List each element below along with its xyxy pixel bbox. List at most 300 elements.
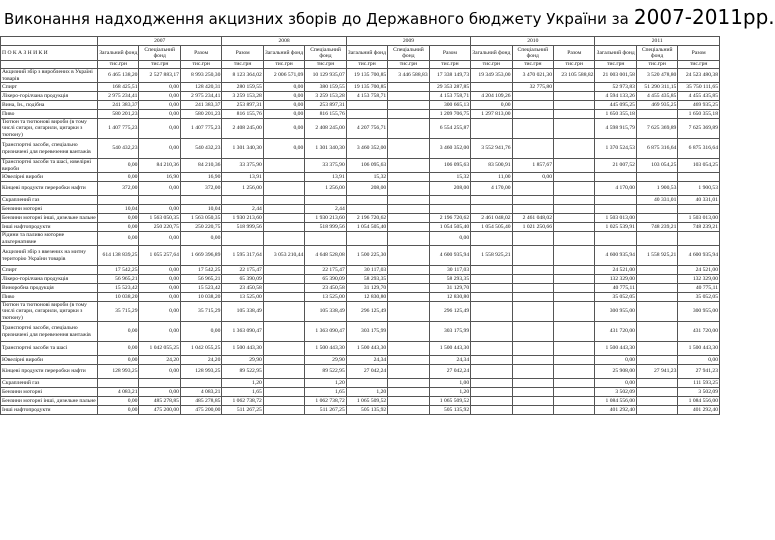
value-cell: [512, 182, 553, 196]
value-cell: [512, 365, 553, 379]
value-cell: 0,00: [512, 173, 553, 182]
value-cell: 816 155,76: [222, 110, 263, 119]
value-cell: 303 175,99: [346, 322, 387, 342]
excise-table: [0, 36, 720, 415]
value-cell: [388, 246, 429, 266]
value-cell: 580 201,23: [98, 110, 139, 119]
value-cell: [512, 266, 553, 275]
special-fund-header: Спеціальний фонд: [388, 46, 429, 61]
value-cell: [512, 101, 553, 110]
value-cell: 7 625 369,89: [636, 119, 677, 139]
total-header: Разом: [429, 46, 470, 61]
corner-cell: [1, 37, 98, 46]
value-cell: [346, 205, 387, 214]
value-cell: 1 042 055,25: [180, 342, 221, 356]
value-cell: [388, 110, 429, 119]
value-cell: 27 042,24: [346, 365, 387, 379]
value-cell: 29,90: [222, 356, 263, 365]
value-cell: [98, 196, 139, 205]
value-cell: 372,00: [180, 182, 221, 196]
value-cell: [636, 293, 677, 302]
table-row: [1, 196, 720, 205]
value-cell: [554, 246, 595, 266]
value-cell: [388, 266, 429, 275]
value-cell: 485 278,85: [180, 397, 221, 406]
unit-cell: тис.грн: [180, 61, 221, 69]
value-cell: 0,00: [139, 83, 180, 92]
value-cell: 3 053 210,44: [263, 246, 304, 266]
table-row: [1, 397, 720, 406]
value-cell: 4 600 935,94: [678, 246, 720, 266]
value-cell: 16,90: [180, 173, 221, 182]
value-cell: 0,00: [139, 293, 180, 302]
value-cell: 4 594 133,26: [595, 92, 636, 101]
value-cell: [388, 397, 429, 406]
value-cell: [554, 205, 595, 214]
value-cell: 10 038,20: [180, 293, 221, 302]
value-cell: 300 955,00: [678, 302, 720, 322]
value-cell: 35 715,29: [98, 302, 139, 322]
value-cell: 0,00: [98, 232, 139, 246]
value-cell: [554, 119, 595, 139]
value-cell: 58 293,35: [429, 275, 470, 284]
value-cell: 17 542,25: [180, 266, 221, 275]
row-label: Ювелірні вироби: [1, 356, 98, 365]
value-cell: [512, 110, 553, 119]
value-cell: 1 669 396,89: [180, 246, 221, 266]
value-cell: 103 054,25: [678, 159, 720, 173]
value-cell: 1 363 090,47: [305, 322, 346, 342]
value-cell: [263, 379, 304, 388]
value-cell: 0,00: [263, 92, 304, 101]
table-row: [1, 119, 720, 139]
row-label: Тютюн та тютюнові вироби (в тому числі сигари, сигарили, цигарки з тютюну): [1, 302, 98, 322]
row-label: Транспортні засоби, спеціально призначені для перевезення вантажів: [1, 322, 98, 342]
value-cell: [180, 379, 221, 388]
row-label: Кінцеві продукти переробки нафти: [1, 182, 98, 196]
value-cell: [636, 388, 677, 397]
unit-cell: тис.грн: [305, 61, 346, 69]
total-header: Разом: [678, 46, 720, 61]
value-cell: 10 129 935,07: [305, 69, 346, 83]
title-main: Виконання надходження акцизних зборів до Державного бюджету України за: [4, 10, 629, 28]
value-cell: 1 256,00: [305, 182, 346, 196]
value-cell: [263, 182, 304, 196]
value-cell: 58 293,35: [346, 275, 387, 284]
value-cell: [346, 101, 387, 110]
value-cell: 0,00: [98, 159, 139, 173]
table-row: [1, 266, 720, 275]
value-cell: 16,90: [139, 173, 180, 182]
value-cell: 300 955,00: [595, 302, 636, 322]
value-cell: [263, 322, 304, 342]
value-cell: [554, 302, 595, 322]
value-cell: [388, 196, 429, 205]
value-cell: 83 500,91: [471, 159, 512, 173]
value-cell: 27 042,24: [429, 365, 470, 379]
row-label: Транспортні засоби та шасі, ювелірні вироби: [1, 159, 98, 173]
unit-cell: тис.грн: [263, 61, 304, 69]
value-cell: [512, 356, 553, 365]
value-cell: 0,00: [139, 365, 180, 379]
unit-cell: тис.грн: [429, 61, 470, 69]
value-cell: [512, 92, 553, 101]
value-cell: 1,20: [346, 388, 387, 397]
value-cell: 614 138 839,25: [98, 246, 139, 266]
value-cell: 13,91: [305, 173, 346, 182]
value-cell: [388, 365, 429, 379]
table-row: [1, 223, 720, 232]
value-cell: [471, 388, 512, 397]
value-cell: 0,00: [471, 101, 512, 110]
row-label: Рідини та паливо моторне альтернативне: [1, 232, 98, 246]
value-cell: 0,00: [180, 322, 221, 342]
value-cell: [512, 406, 553, 415]
value-cell: 1 407 775,23: [180, 119, 221, 139]
row-label: Вина, Ін., подібна: [1, 101, 98, 110]
value-cell: 1 500 443,30: [222, 342, 263, 356]
unit-cell: тис.грн: [595, 61, 636, 69]
value-cell: 10,04: [180, 205, 221, 214]
value-cell: 0,00: [139, 110, 180, 119]
value-cell: [636, 266, 677, 275]
value-cell: 518 999,56: [305, 223, 346, 232]
value-cell: [554, 379, 595, 388]
value-cell: [636, 173, 677, 182]
value-cell: [471, 275, 512, 284]
value-cell: 0,00: [263, 139, 304, 159]
value-cell: 10 038,20: [98, 293, 139, 302]
value-cell: 12 830,80: [429, 293, 470, 302]
value-cell: 816 155,76: [305, 110, 346, 119]
value-cell: 13,91: [222, 173, 263, 182]
general-fund-header: Загальний фонд: [263, 46, 304, 61]
value-cell: 27 941,23: [678, 365, 720, 379]
value-cell: 0,00: [139, 322, 180, 342]
value-cell: [512, 246, 553, 266]
value-cell: [554, 92, 595, 101]
value-cell: 103 054,25: [636, 159, 677, 173]
value-cell: [636, 397, 677, 406]
value-cell: [263, 173, 304, 182]
value-cell: 1 370 524,53: [595, 139, 636, 159]
row-label: Кінцеві продукти переробки нафти: [1, 365, 98, 379]
unit-cell: тис.грн: [512, 61, 553, 69]
value-cell: [222, 232, 263, 246]
value-cell: 65 390,09: [305, 275, 346, 284]
value-cell: [636, 275, 677, 284]
value-cell: [554, 110, 595, 119]
table-row: [1, 275, 720, 284]
value-cell: [388, 173, 429, 182]
value-cell: 35 750 111,65: [678, 83, 720, 92]
value-cell: [263, 397, 304, 406]
value-cell: 24,34: [429, 356, 470, 365]
value-cell: 24,34: [346, 356, 387, 365]
value-cell: [554, 139, 595, 159]
value-cell: 0,00: [98, 342, 139, 356]
row-label: Транспортні засоби, спеціально призначені для перевезення вантажів: [1, 139, 98, 159]
value-cell: [471, 266, 512, 275]
unit-cell: тис.грн: [678, 61, 720, 69]
value-cell: 65 390,09: [222, 275, 263, 284]
value-cell: 128 993,25: [180, 365, 221, 379]
value-cell: [263, 275, 304, 284]
value-cell: 208,00: [346, 182, 387, 196]
value-cell: 1 407 775,23: [98, 119, 139, 139]
value-cell: [512, 379, 553, 388]
table-row: [1, 92, 720, 101]
value-cell: 4 083,21: [98, 388, 139, 397]
value-cell: 31 129,70: [429, 284, 470, 293]
unit-cell: тис.грн: [554, 61, 595, 69]
row-label: Транспортні засоби та шасі: [1, 342, 98, 356]
value-cell: 4 598 915,79: [595, 119, 636, 139]
value-cell: 0,00: [678, 356, 720, 365]
value-cell: [554, 232, 595, 246]
value-cell: 3 502,09: [678, 388, 720, 397]
value-cell: 1 930 213,60: [305, 214, 346, 223]
value-cell: [595, 196, 636, 205]
value-cell: [263, 232, 304, 246]
general-fund-header: Загальний фонд: [346, 46, 387, 61]
value-cell: [512, 397, 553, 406]
value-cell: 280 159,55: [222, 83, 263, 92]
value-cell: [595, 205, 636, 214]
value-cell: 40 331,01: [636, 196, 677, 205]
value-cell: [512, 322, 553, 342]
value-cell: 2 975 234,41: [180, 92, 221, 101]
value-cell: 1 363 090,47: [222, 322, 263, 342]
value-cell: [263, 266, 304, 275]
value-cell: [512, 284, 553, 293]
value-cell: 296 125,49: [346, 302, 387, 322]
value-cell: 1 054 505,40: [429, 223, 470, 232]
table-body: [1, 69, 720, 415]
row-label: Скраплений газ: [1, 196, 98, 205]
table-row: [1, 139, 720, 159]
page-title: [4, 2, 775, 32]
value-cell: 2 006 571,09: [263, 69, 304, 83]
value-cell: 2 975 234,41: [98, 92, 139, 101]
value-cell: [471, 196, 512, 205]
value-cell: 11,00: [471, 173, 512, 182]
value-cell: 1 650 355,18: [678, 110, 720, 119]
value-cell: 0,00: [139, 92, 180, 101]
value-cell: [471, 293, 512, 302]
value-cell: [263, 284, 304, 293]
table-row: [1, 182, 720, 196]
value-cell: 1 857,67: [512, 159, 553, 173]
value-cell: [595, 173, 636, 182]
value-cell: 35 052,05: [595, 293, 636, 302]
value-cell: 511 267,25: [305, 406, 346, 415]
value-cell: 3 502,09: [595, 388, 636, 397]
value-cell: 2 408 245,00: [305, 119, 346, 139]
row-label: Бензини моторні: [1, 205, 98, 214]
value-cell: [388, 379, 429, 388]
value-cell: 3 460 352,00: [346, 139, 387, 159]
value-cell: 1 500 443,30: [595, 342, 636, 356]
value-cell: 106 095,63: [346, 159, 387, 173]
value-cell: [554, 223, 595, 232]
value-cell: 1 930 213,60: [222, 214, 263, 223]
year-header: 2009: [346, 37, 470, 46]
value-cell: 0,00: [429, 232, 470, 246]
value-cell: [636, 406, 677, 415]
value-cell: 4 207 756,71: [346, 119, 387, 139]
value-cell: 253 897,31: [305, 101, 346, 110]
value-cell: [636, 110, 677, 119]
value-cell: 475 200,00: [139, 406, 180, 415]
value-cell: [263, 365, 304, 379]
value-cell: [263, 342, 304, 356]
value-cell: [180, 196, 221, 205]
special-fund-header: Спеціальний фонд: [636, 46, 677, 61]
value-cell: [512, 302, 553, 322]
value-cell: 296 125,49: [429, 302, 470, 322]
value-cell: 24 521,00: [595, 266, 636, 275]
value-cell: 401 292,40: [678, 406, 720, 415]
value-cell: [388, 101, 429, 110]
value-cell: [263, 223, 304, 232]
value-cell: 23 450,58: [305, 284, 346, 293]
value-cell: [554, 284, 595, 293]
value-cell: 23 105 588,82: [554, 69, 595, 83]
value-cell: [388, 342, 429, 356]
table-row: [1, 173, 720, 182]
value-cell: 1 595 317,64: [222, 246, 263, 266]
value-cell: [388, 139, 429, 159]
value-cell: 1 650 355,18: [595, 110, 636, 119]
value-cell: 0,00: [139, 275, 180, 284]
value-cell: [263, 214, 304, 223]
value-cell: [636, 214, 677, 223]
general-fund-header: Загальний фонд: [98, 46, 139, 61]
general-fund-header: Загальний фонд: [471, 46, 512, 61]
value-cell: 3 460 352,00: [429, 139, 470, 159]
value-cell: 8 123 364,02: [222, 69, 263, 83]
value-cell: 1 563 050,35: [180, 214, 221, 223]
value-cell: 380 159,55: [305, 83, 346, 92]
value-cell: 29,90: [305, 356, 346, 365]
value-cell: 0,00: [139, 101, 180, 110]
value-cell: [678, 173, 720, 182]
value-cell: 24,20: [139, 356, 180, 365]
value-cell: 24,20: [180, 356, 221, 365]
value-cell: [388, 83, 429, 92]
value-cell: 128 420,31: [180, 83, 221, 92]
value-cell: 15 523,42: [180, 284, 221, 293]
value-cell: 7 625 369,89: [678, 119, 720, 139]
row-label: Скраплений газ: [1, 379, 98, 388]
value-cell: 4 170,00: [595, 182, 636, 196]
value-cell: 4 455 435,85: [678, 92, 720, 101]
value-cell: [263, 293, 304, 302]
value-cell: [388, 223, 429, 232]
value-cell: [263, 205, 304, 214]
value-cell: 0,00: [139, 232, 180, 246]
value-cell: 748 239,21: [678, 223, 720, 232]
value-cell: 253 897,31: [222, 101, 263, 110]
value-cell: [471, 205, 512, 214]
value-cell: 84 210,36: [180, 159, 221, 173]
row-label: Тютюн та тютюнові вироби (в тому числі сигари, сигарили, цигарки з тютюну): [1, 119, 98, 139]
general-fund-header: Загальний фонд: [595, 46, 636, 61]
value-cell: 15 523,42: [98, 284, 139, 293]
value-cell: [263, 302, 304, 322]
value-cell: 2 196 720,62: [429, 214, 470, 223]
table-row: [1, 284, 720, 293]
row-label: Спирт: [1, 83, 98, 92]
value-cell: 0,00: [98, 214, 139, 223]
value-cell: 3 552 941,76: [471, 139, 512, 159]
value-cell: 485 278,85: [139, 397, 180, 406]
value-cell: [346, 196, 387, 205]
special-fund-header: Спеціальний фонд: [139, 46, 180, 61]
value-cell: [554, 342, 595, 356]
value-cell: [512, 119, 553, 139]
value-cell: 505 135,92: [429, 406, 470, 415]
table-row: [1, 342, 720, 356]
value-cell: [305, 196, 346, 205]
value-cell: 111 593,25: [678, 379, 720, 388]
value-cell: 4 204 109,26: [471, 92, 512, 101]
value-cell: [263, 406, 304, 415]
value-cell: 40 331,01: [678, 196, 720, 205]
value-cell: 250 220,75: [139, 223, 180, 232]
year-header: 2007: [98, 37, 222, 46]
row-label: Бензини моторні: [1, 388, 98, 397]
value-cell: 540 432,23: [180, 139, 221, 159]
year-header-row: [1, 37, 720, 46]
row-label: Інші нафтопродукти: [1, 223, 98, 232]
value-cell: 51 290 311,15: [636, 83, 677, 92]
value-cell: 19 135 700,85: [346, 69, 387, 83]
value-cell: 10,04: [98, 205, 139, 214]
table-row: [1, 83, 720, 92]
row-label: Спирт: [1, 266, 98, 275]
value-cell: [471, 83, 512, 92]
value-cell: [429, 196, 470, 205]
table-row: [1, 101, 720, 110]
value-cell: 4 455 435,85: [636, 92, 677, 101]
value-cell: [554, 173, 595, 182]
value-cell: [471, 356, 512, 365]
value-cell: [554, 406, 595, 415]
value-cell: [636, 284, 677, 293]
value-cell: 511 267,25: [222, 406, 263, 415]
value-cell: [554, 83, 595, 92]
year-header: 2010: [471, 37, 595, 46]
value-cell: 4 170,00: [471, 182, 512, 196]
value-cell: [678, 205, 720, 214]
value-cell: 56 965,21: [180, 275, 221, 284]
value-cell: 128 993,25: [98, 365, 139, 379]
value-cell: 0,00: [595, 379, 636, 388]
value-cell: [305, 232, 346, 246]
value-cell: 30 117,03: [346, 266, 387, 275]
total-header: Разом: [554, 46, 595, 61]
table-row: [1, 365, 720, 379]
table-row: [1, 302, 720, 322]
row-label: Пиво: [1, 110, 98, 119]
value-cell: 3 446 588,83: [388, 69, 429, 83]
value-cell: 580 201,23: [180, 110, 221, 119]
value-cell: [263, 159, 304, 173]
value-cell: 540 432,23: [98, 139, 139, 159]
unit-header-row: [1, 61, 720, 69]
